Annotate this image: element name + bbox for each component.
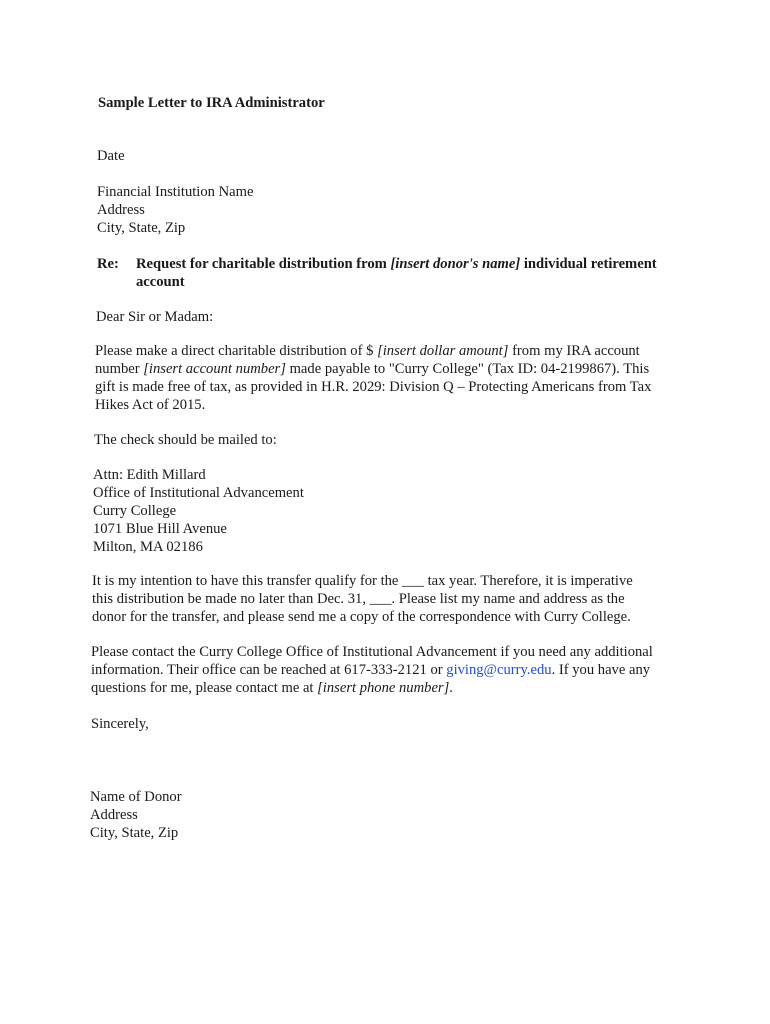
mailing-city: Milton, MA 02186 — [93, 539, 203, 555]
mailing-attn: Attn: Edith Millard — [93, 467, 206, 483]
para3-line-3 — [91, 679, 453, 697]
page-title: Sample Letter to IRA Administrator — [98, 95, 325, 111]
signature-name: Name of Donor — [90, 789, 182, 805]
recipient-address: Address — [97, 202, 145, 218]
para3-l3-text-a: questions for me, please contact me at — [91, 680, 318, 696]
recipient-city-state-zip: City, State, Zip — [97, 220, 186, 236]
para3-line-2 — [91, 661, 650, 679]
para1-line-2 — [95, 360, 649, 378]
para3-line-1: Please contact the Curry College Office of Institutional Advancement if you need any additional — [91, 644, 653, 660]
para1-line-3: gift is made free of tax, as provided in H.R. 2029: Division Q – Protecting Americans from Tax — [95, 379, 652, 395]
para1-l2-text-a: number — [95, 361, 144, 377]
para3-l2-text-a: information. Their office can be reached at 617-333-2121 or — [91, 662, 447, 678]
para3-l3-text-b: . — [449, 680, 453, 696]
para2-line-3: donor for the transfer, and please send me a copy of the correspondence with Curry College. — [92, 609, 631, 625]
para2-line-2: this distribution be made no later than Dec. 31, ___. Please list my name and address as the — [92, 591, 625, 607]
re-subject-prefix: Request for charitable distribution from — [136, 256, 391, 272]
re-subject-line-2: account — [136, 274, 185, 290]
email-link[interactable]: giving@curry.edu — [446, 662, 552, 678]
para2-line-1: It is my intention to have this transfer qualify for the ___ tax year. Therefore, it is imperative — [92, 573, 633, 589]
signature-city-state-zip: City, State, Zip — [90, 825, 179, 841]
re-subject-suffix: individual retirement — [520, 256, 657, 272]
account-number-placeholder: [insert account number] — [143, 361, 286, 377]
mailing-org: Curry College — [93, 503, 177, 519]
re-subject-line-1 — [136, 255, 657, 273]
para1-l1-text-b: from my IRA account — [508, 343, 640, 359]
date-line: Date — [97, 148, 125, 164]
salutation: Dear Sir or Madam: — [96, 309, 214, 325]
mailing-street: 1071 Blue Hill Avenue — [93, 521, 227, 537]
signature-address: Address — [90, 807, 138, 823]
mailing-office: Office of Institutional Advancement — [93, 485, 304, 501]
mail-intro: The check should be mailed to: — [94, 432, 277, 448]
para3-l2-text-b: . If you have any — [551, 662, 651, 678]
re-label: Re: — [97, 256, 119, 272]
donor-name-placeholder: [insert donor's name] — [390, 256, 521, 272]
closing: Sincerely, — [91, 716, 149, 732]
para1-line-4: Hikes Act of 2015. — [95, 397, 206, 413]
para1-line-1 — [95, 342, 640, 360]
dollar-amount-placeholder: [insert dollar amount] — [377, 343, 509, 359]
para1-l2-text-b: made payable to "Curry College" (Tax ID: 04-2199867). This — [285, 361, 650, 377]
para1-l1-text-a: Please make a direct charitable distribution of $ — [95, 343, 378, 359]
recipient-name: Financial Institution Name — [97, 184, 254, 200]
phone-number-placeholder: [insert phone number] — [317, 680, 450, 696]
